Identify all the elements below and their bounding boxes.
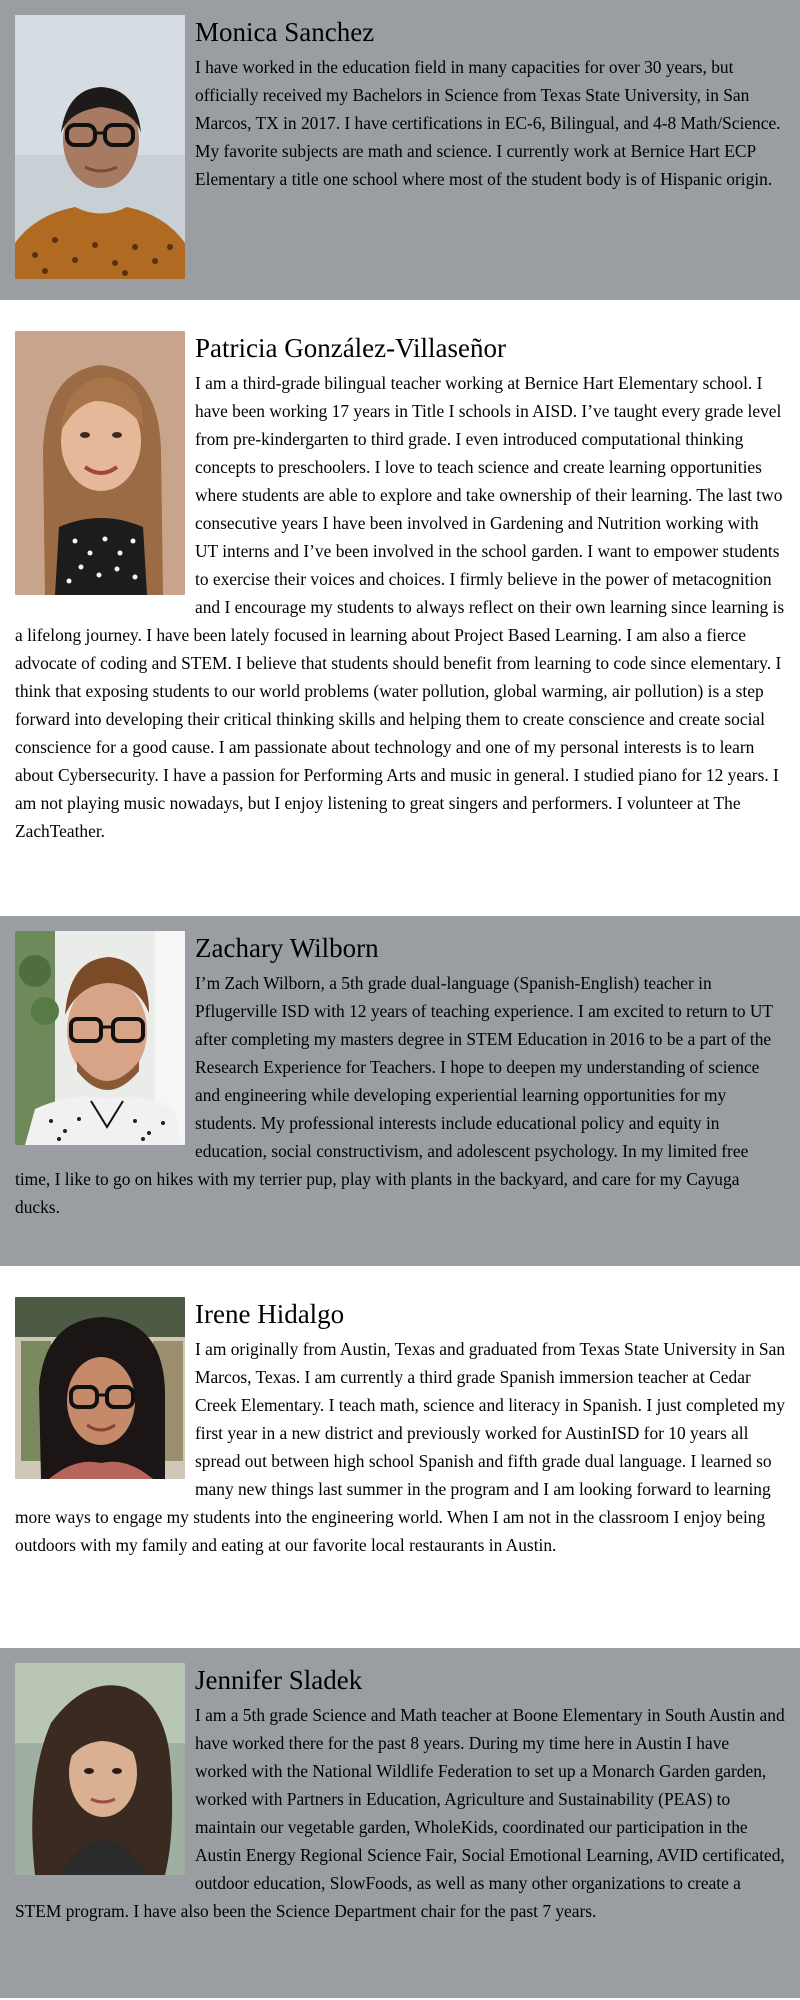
bio-text: I’m Zach Wilborn, a 5th grade dual-language (Spanish-English) teacher in Pflugerville ISD with 12 years of teaching experience. I am excited to return to UT after completing my masters degree in STEM Education in 2016 to be a part of the Research Experience for Teachers. I hope to deepen my understanding of science and engineering while developing experiential learning opportunities for my students. My professional interests include educational policy and equity in education, social constructivism, and adolescent psychology. In my limited free time, I like to go on hikes with my terrier pup, play with plants in the backyard, and care for my Cayuga ducks.	[15, 973, 773, 1217]
divider	[0, 1266, 800, 1282]
portrait-illustration	[15, 331, 185, 595]
bio-name: Jennifer Sladek	[195, 1665, 363, 1695]
portrait-illustration	[15, 15, 185, 279]
bio-name: Zachary Wilborn	[195, 933, 379, 963]
bio-card-irene-hidalgo	[0, 1282, 800, 1648]
profile-photo-zachary-wilborn	[15, 931, 185, 1145]
bio-card-monica-sanchez	[0, 0, 800, 300]
bio-text: I am a third-grade bilingual teacher working at Bernice Hart Elementary school. I have been working 17 years in Title I schools in AISD. I’ve taught every grade level from pre-kindergarten to third grade. I even introduced computational thinking concepts to preschoolers. I love to teach science and create learning opportunities where students are able to explore and take ownership of their learning. The last two consecutive years I have been involved in Gardening and Nutrition working with UT interns and I’ve been involved in the school garden. I want to empower students to exercise their voices and choices. I firmly believe in the power of metacognition and I encourage my students to always reflect on their own learning since learning is a lifelong journey. I have been lately focused in learning about Project Based Learning. I am also a fierce advocate of coding and STEM. I believe that students should benefit from learning to code since elementary. I think that exposing students to our world problems (water pollution, global warming, air pollution) is a step forward into developing their critical thinking skills and helping them to create conscience and create social conscience for a good cause. I am passionate about technology and one of my personal interests is to learn about Cybersecurity. I have a passion for Performing Arts and music in general. I studied piano for 12 years. I am not playing music nowadays, but I enjoy listening to great singers and performers. I volunteer at The ZachTeather.	[15, 373, 785, 841]
bio-name: Monica Sanchez	[195, 17, 375, 47]
profile-photo-monica-sanchez	[15, 15, 185, 279]
bio-text: I am originally from Austin, Texas and graduated from Texas State University in San Marcos, Texas. I am currently a third grade Spanish immersion teacher at Cedar Creek Elementary. I teach math, science and literacy in Spanish. I just completed my first year in a new district and previously worked for AustinISD for 10 years all spread out between high school Spanish and fifth grade dual language. I learned so many new things last summer in the program and I am looking forward to learning more ways to engage my students into the engineering world. When I am not in the classroom I enjoy being outdoors with my family and eating at our favorite local restaurants in Austin.	[15, 1339, 786, 1555]
bio-name: Patricia González-Villaseñor	[195, 333, 506, 363]
portrait-illustration	[15, 931, 185, 1145]
bio-card-zachary-wilborn	[0, 916, 800, 1266]
bio-card-patricia-gonzalez-villasenor	[0, 316, 800, 916]
portrait-illustration	[15, 1297, 185, 1479]
bio-card-jennifer-sladek	[0, 1648, 800, 1998]
profile-photo-patricia-gonzalez-villasenor	[15, 331, 185, 595]
bio-text: I have worked in the education field in many capacities for over 30 years, but officially received my Bachelors in Science from Texas State University, in San Marcos, TX in 2017. I have certifications in EC-6, Bilingual, and 4-8 Math/Science. My favorite subjects are math and science. I currently work at Bernice Hart ECP Elementary a title one school where most of the student body is of Hispanic origin.	[195, 57, 781, 189]
profile-photo-jennifer-sladek	[15, 1663, 185, 1875]
bio-name: Irene Hidalgo	[195, 1299, 345, 1329]
portrait-illustration	[15, 1663, 185, 1875]
divider	[0, 300, 800, 316]
profile-photo-irene-hidalgo	[15, 1297, 185, 1479]
bio-text: I am a 5th grade Science and Math teacher at Boone Elementary in South Austin and have worked there for the past 8 years. During my time here in Austin I have worked with the National Wildlife Federation to set up a Monarch Garden garden, worked with Partners in Education, Agriculture and Sustainability (PEAS) to maintain our vegetable garden, WholeKids, coordinated our participation in the Austin Energy Regional Science Fair, Social Emotional Learning, AVID certificated, outdoor education, SlowFoods, as well as many other organizations to create a STEM program. I have also been the Science Department chair for the past 7 years.	[15, 1705, 785, 1921]
